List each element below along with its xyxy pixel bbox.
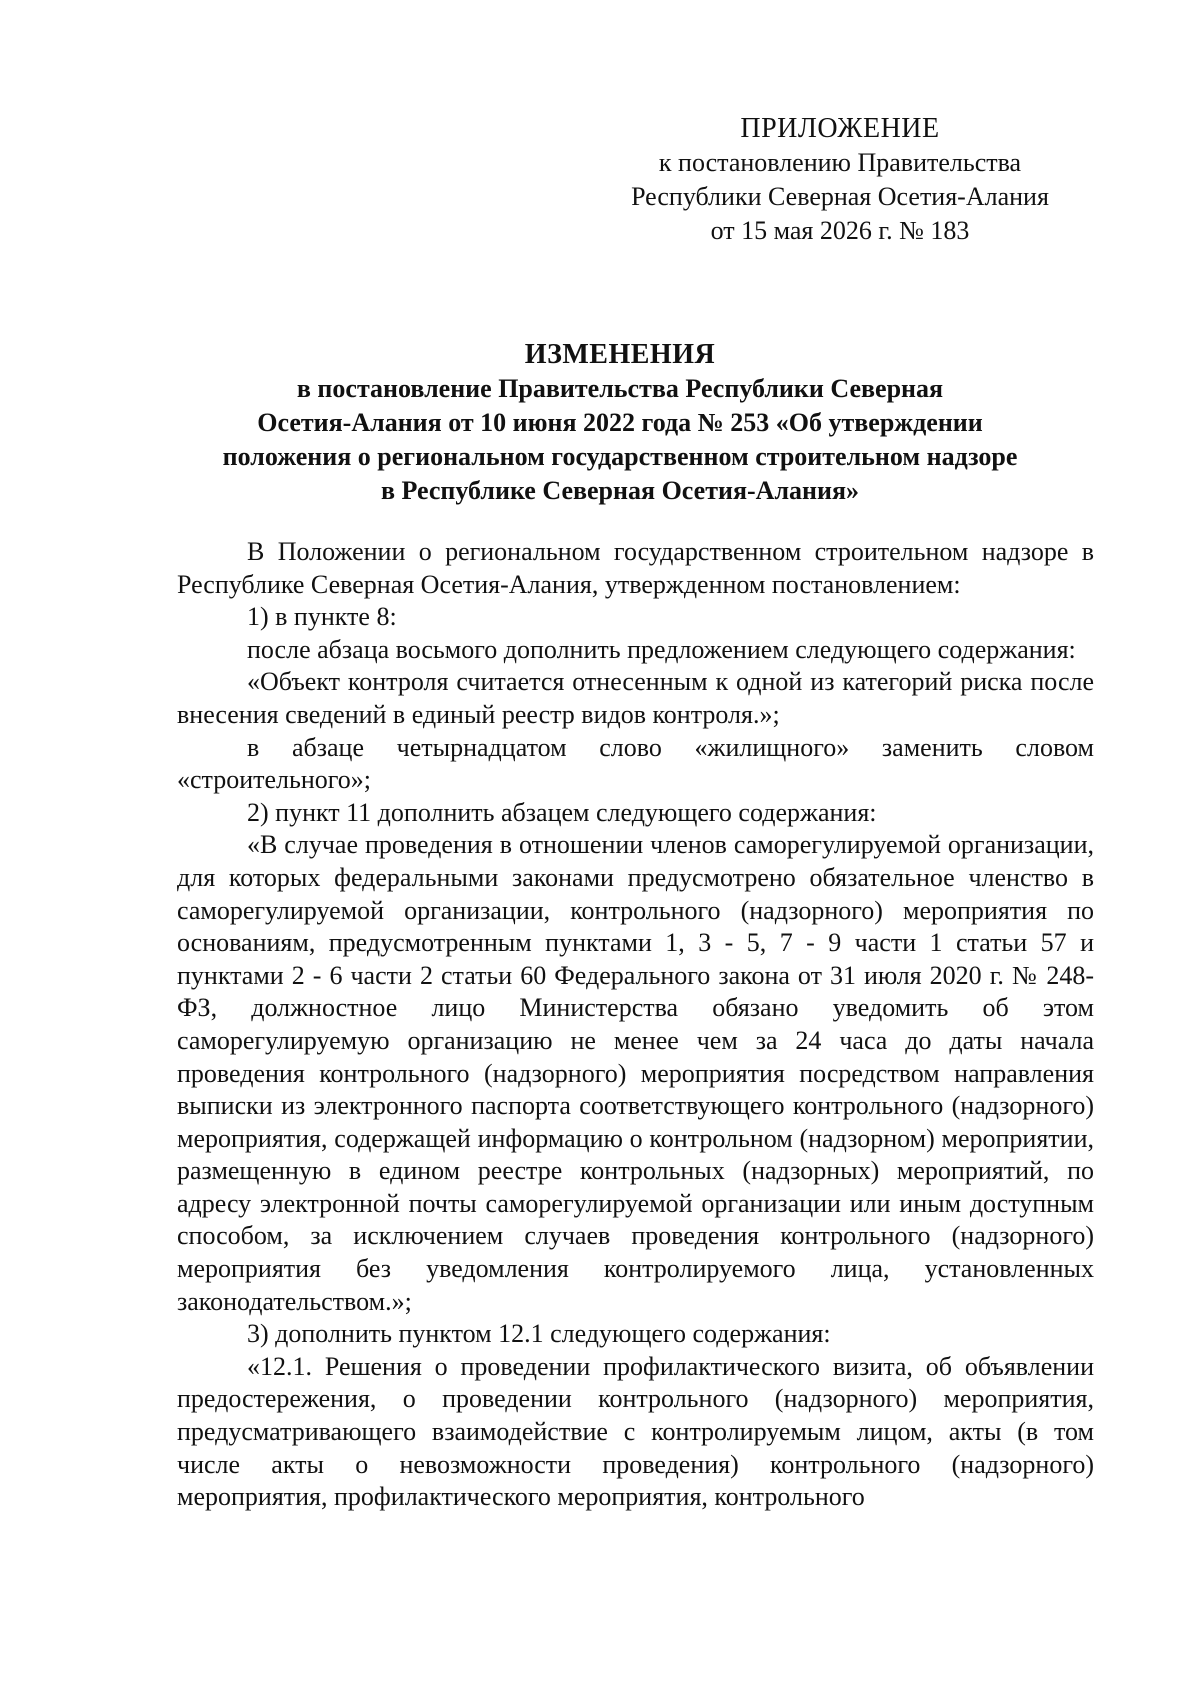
appendix-title: ПРИЛОЖЕНИЕ [740, 113, 940, 144]
body-paragraph: «В случае проведения в отношении членов саморегулируемой организации, для которых федеральными законами предусмотрено обязательное членство в саморегулируемой организации, контрольного (надзорного) мероприятия по основаниям, предусмотренным пунктами 1, 3 - 5, 7 - 9 части 1 статьи 57 и пунктами 2 - 6 части 2 статьи 60 Федерального закона от 31 июля 2020 г. № 248-ФЗ, должностное лицо Министерства обязано уведомить об этом саморегулируемую организацию не менее чем за 24 часа до даты начала проведения контрольного (надзорного) мероприятия посредством направления выписки из электронного паспорта соответствующего контрольного (надзорного) мероприятия, содержащей информацию о контрольном (надзорном) мероприятии, размещенную в едином реестре контрольных (надзорных) мероприятий, по адресу электронной почты саморегулируемой организации или иным доступным способом, за исключением случаев проведения контрольного (надзорного) мероприятия без уведомления контролируемого лица, установленных законодательством.»; [177, 830, 1094, 1316]
appendix-line: от 15 мая 2026 г. № 183 [710, 216, 970, 245]
heading-line: в постановление Правительства Республики Северная [296, 374, 944, 403]
body-paragraph: в абзаце четырнадцатом слово «жилищного» заменить словом «строительного»; [177, 732, 1094, 795]
heading-line: Осетия-Алания от 10 июня 2022 года № 253 «Об утверждении [257, 408, 983, 437]
heading-title: ИЗМЕНЕНИЯ [524, 339, 716, 370]
document-body [177, 536, 1094, 1514]
body-paragraph: 3) дополнить пунктом 12.1 следующего содержания: [247, 1319, 831, 1349]
body-paragraph: «12.1. Решения о проведении профилактического визита, об объявлении предостережения, о проведении контрольного (надзорного) мероприятия, предусматривающего взаимодействие с контролируемым лицом, акты (в том числе акты о невозможности проведения) контрольного (надзорного) мероприятия, профилактического мероприятия, контрольного [177, 1351, 1094, 1512]
heading-line: положения о региональном государственном строительном надзоре [222, 442, 1018, 471]
body-paragraph: «Объект контроля считается отнесенным к одной из категорий риска после внесения сведений в единый реестр видов контроля.»; [177, 667, 1094, 729]
appendix-line: Республики Северная Осетия-Алания [631, 182, 1049, 211]
document-heading [150, 338, 1090, 508]
body-paragraph: В Положении о региональном государственном строительном надзоре в Республике Северная Осетия-Алания, утвержденном постановлением: [177, 537, 1094, 599]
appendix-line: к постановлению Правительства [658, 148, 1022, 177]
body-paragraph: 2) пункт 11 дополнить абзацем следующего содержания: [247, 797, 877, 827]
heading-line: в Республике Северная Осетия-Алания» [380, 476, 860, 505]
body-paragraph: после абзаца восьмого дополнить предложением следующего содержания: [247, 634, 1076, 664]
appendix-block [590, 112, 1090, 248]
body-paragraph: 1) в пункте 8: [247, 602, 397, 632]
